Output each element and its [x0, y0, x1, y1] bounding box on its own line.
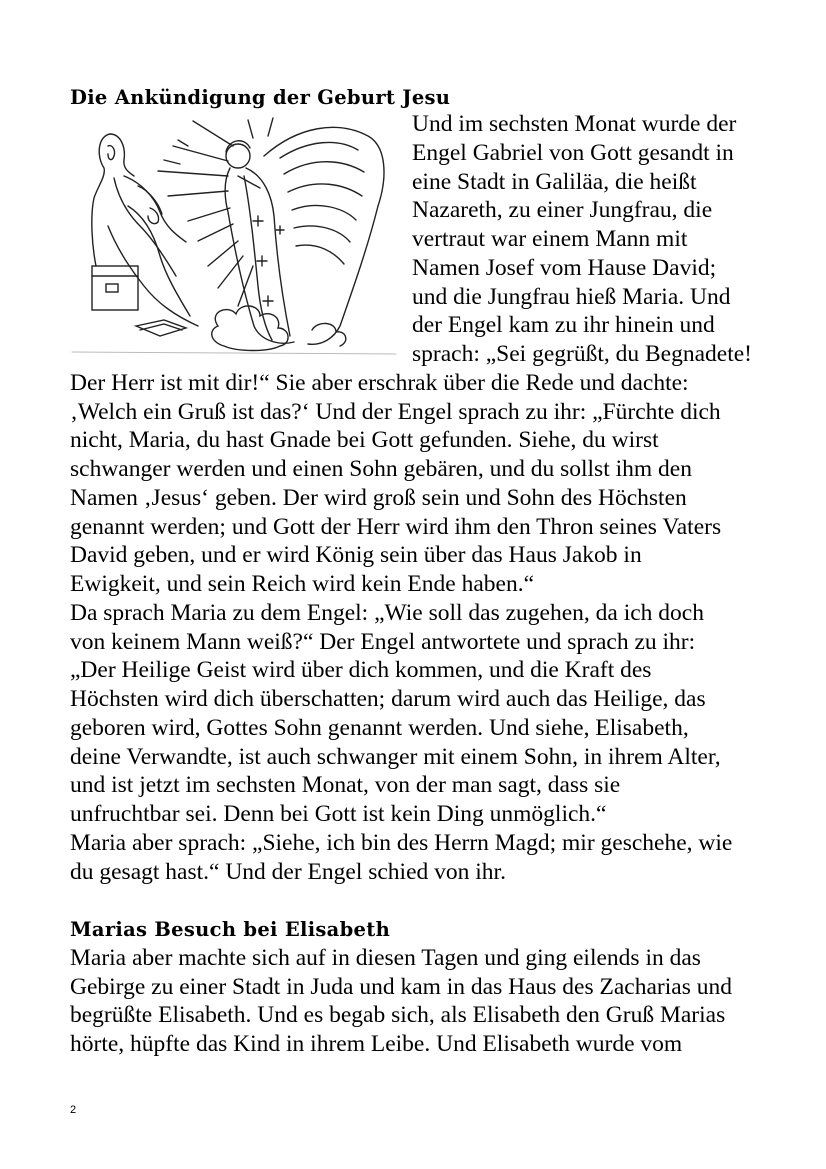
text-line: sprach: „Sei gegrüßt, du Begnadete! — [412, 341, 752, 367]
text-line: Maria aber machte sich auf in diesen Tagen und ging eilends in das — [70, 945, 701, 971]
text-line: geboren wird, Gottes Sohn genannt werden. Und siehe, Elisabeth, — [70, 715, 689, 741]
text-line: ‚Welch ein Gruß ist das?‘ Und der Engel sprach zu ihr: „Fürchte dich — [70, 399, 721, 425]
text-line: Und im sechsten Monat wurde der — [412, 111, 737, 137]
text-line: du gesagt hast.“ Und der Engel schied von ihr. — [70, 859, 506, 885]
text-line: Nazareth, zu einer Jungfrau, die — [412, 197, 713, 223]
text-line: Maria aber sprach: „Siehe, ich bin des Herrn Magd; mir geschehe, wie — [70, 830, 733, 856]
text-line: von keinem Mann weiß?“ Der Engel antwortete und sprach zu ihr: — [70, 629, 696, 655]
text-line: der Engel kam zu ihr hinein und — [412, 312, 715, 338]
text-line: begrüßte Elisabeth. Und es begab sich, als Elisabeth den Gruß Marias — [70, 1002, 726, 1028]
text-line: und die Jungfrau hieß Maria. Und — [412, 284, 731, 310]
text-line: Engel Gabriel von Gott gesandt in — [412, 140, 734, 166]
text-line: hörte, hüpfte das Kind in ihrem Leibe. Und Elisabeth wurde vom — [70, 1031, 683, 1057]
text-line: Namen ‚Jesus‘ geben. Der wird groß sein und Sohn des Höchsten — [70, 485, 687, 511]
text-line: nicht, Maria, du hast Gnade bei Gott gefunden. Siehe, du wirst — [70, 427, 659, 453]
text-line: „Der Heilige Geist wird über dich kommen, und die Kraft des — [70, 657, 652, 683]
annunciation-illustration-icon — [68, 116, 400, 356]
text-line: Der Herr ist mit dir!“ Sie aber erschrak über die Rede und dachte: — [70, 370, 689, 396]
text-line: Ewigkeit, und sein Reich wird kein Ende haben.“ — [70, 571, 534, 597]
text-line: David geben, und er wird König sein über das Haus Jakob in — [70, 542, 642, 568]
text-line: genannt werden; und Gott der Herr wird ihm den Thron seines Vaters — [70, 514, 722, 540]
text-line: Namen Josef vom Hause David; — [412, 255, 717, 281]
section-heading-visitation: Marias Besuch bei Elisabeth — [70, 918, 391, 941]
text-line: Da sprach Maria zu dem Engel: „Wie soll das zugehen, da ich doch — [70, 600, 704, 626]
page-number: 2 — [70, 1104, 77, 1116]
text-line: deine Verwandte, ist auch schwanger mit einem Sohn, in ihrem Alter, — [70, 744, 721, 770]
text-line: Höchsten wird dich überschatten; darum wird auch das Heilige, das — [70, 686, 706, 712]
text-line: Gebirge zu einer Stadt in Juda und kam in das Haus des Zacharias und — [70, 974, 732, 1000]
text-line: vertraut war einem Mann mit — [412, 226, 688, 252]
text-line: unfruchtbar sei. Denn bei Gott ist kein Ding unmöglich.“ — [70, 801, 607, 827]
text-line: schwanger werden und einen Sohn gebären, und du sollst ihm den — [70, 456, 692, 482]
text-line: und ist jetzt im sechsten Monat, von der man sagt, dass sie — [70, 772, 621, 798]
text-line: eine Stadt in Galiläa, die heißt — [412, 169, 697, 195]
section-heading-annunciation: Die Ankündigung der Geburt Jesu — [70, 86, 451, 109]
